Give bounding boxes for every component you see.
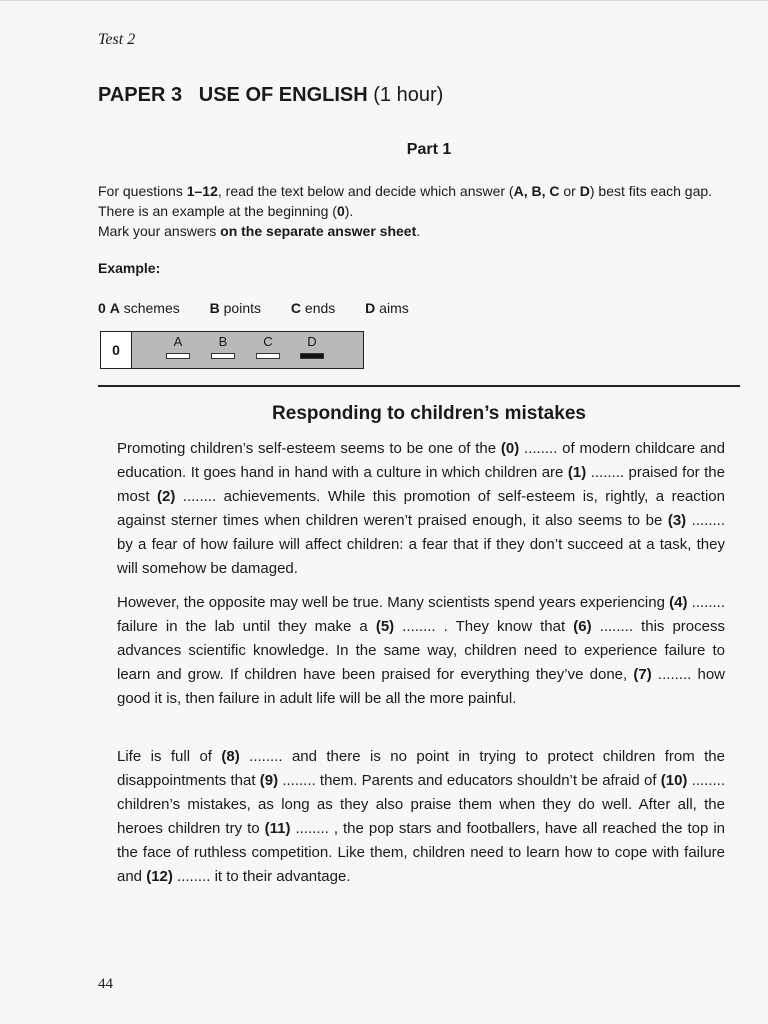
paragraph-text: ........ this process advances scientific knowledge. In the same way, children need to experience failure to learn and grow. If children have been praised for everything they’ve done, bbox=[117, 618, 725, 683]
paragraph-2 bbox=[117, 591, 725, 711]
gap-number: (12) bbox=[146, 868, 173, 885]
example-number: 0 bbox=[98, 300, 106, 316]
paragraph-text: ........ them. Parents and educators shouldn’t be afraid of bbox=[278, 772, 661, 789]
answer-cell-letter: C bbox=[263, 334, 273, 349]
option-text: aims bbox=[379, 300, 409, 316]
option-c bbox=[291, 300, 335, 316]
instr-range: 1–12 bbox=[186, 183, 218, 199]
gap-number: (2) bbox=[156, 488, 176, 505]
page-number: 44 bbox=[98, 976, 113, 992]
option-a bbox=[110, 300, 180, 316]
paragraph-text: ........ praised for the most bbox=[117, 464, 725, 505]
answer-cell-d bbox=[299, 335, 325, 359]
option-d bbox=[365, 300, 409, 316]
instructions-line-2 bbox=[98, 201, 758, 221]
paragraph-text: ........ children’s mistakes, as long as they also praise them when they do well. After all, the heroes children try to bbox=[117, 772, 726, 837]
paper-title-duration: (1 hour) bbox=[373, 84, 444, 106]
answer-cell-a bbox=[165, 335, 191, 359]
paragraph-text: ........ by a fear of how failure will affect children: a fear that if they don’t succeed at a task, they will somehow be damaged. bbox=[117, 512, 726, 577]
instructions bbox=[98, 181, 758, 241]
paragraph-text: ........ it to their advantage. bbox=[172, 868, 351, 885]
answer-cell-c bbox=[255, 335, 281, 359]
answer-mark-b bbox=[211, 353, 235, 359]
paragraph-3 bbox=[117, 745, 725, 889]
instr-text: ) best fits each gap. bbox=[589, 183, 713, 199]
option-b bbox=[210, 300, 261, 316]
example-options bbox=[98, 300, 435, 316]
gap-number: (11) bbox=[264, 820, 291, 837]
option-text: schemes bbox=[123, 300, 180, 316]
answer-mark-c bbox=[256, 353, 280, 359]
gap-number: (8) bbox=[221, 748, 240, 765]
paragraph-text: ........ of modern childcare and education. It goes hand in hand with a culture in which children are bbox=[117, 440, 725, 481]
gap-number: (4) bbox=[669, 594, 688, 611]
paragraph-text: ........ . They know that bbox=[394, 618, 574, 635]
paragraph-text: Promoting children’s self-esteem seems to be one of the bbox=[117, 440, 501, 457]
instr-options: A, B, C bbox=[513, 183, 560, 199]
gap-number: (6) bbox=[573, 618, 592, 635]
paper-title-bold: PAPER 3 USE OF ENGLISH bbox=[98, 84, 368, 106]
instr-answer-sheet: on the separate answer sheet bbox=[220, 223, 417, 239]
answer-grid-number: 0 bbox=[101, 332, 132, 368]
option-letter: C bbox=[290, 300, 302, 316]
instr-text: There is an example at the beginning ( bbox=[98, 203, 337, 219]
paragraph-text: Life is full of bbox=[117, 748, 222, 765]
instr-text: , read the text below and decide which answer ( bbox=[217, 183, 514, 199]
instructions-line-3 bbox=[98, 221, 758, 241]
instr-option-d: D bbox=[579, 183, 590, 199]
paragraph-1 bbox=[117, 437, 725, 581]
gap-number: (7) bbox=[633, 666, 652, 683]
instr-zero: 0 bbox=[336, 203, 345, 219]
gap-number: (0) bbox=[500, 440, 520, 457]
gap-number: (1) bbox=[567, 464, 587, 481]
part-title: Part 1 bbox=[406, 141, 452, 158]
top-rule bbox=[0, 0, 768, 1]
gap-number: (9) bbox=[259, 772, 279, 789]
answer-cell-letter: B bbox=[218, 334, 228, 349]
gap-number: (10) bbox=[660, 772, 688, 789]
option-letter: D bbox=[365, 300, 376, 316]
example-answer-grid bbox=[100, 331, 364, 369]
text-title: Responding to children’s mistakes bbox=[272, 403, 586, 424]
instr-text: . bbox=[416, 223, 421, 239]
answer-cell-b bbox=[210, 335, 236, 359]
answer-cell-letter: D bbox=[307, 334, 317, 349]
paragraph-text: However, the opposite may well be true. Many scientists spend years experiencing bbox=[117, 594, 670, 611]
gap-number: (3) bbox=[667, 512, 687, 529]
paragraph-text: ........ how good it is, then failure in adult life will be all the more painful. bbox=[117, 666, 725, 707]
answer-mark-a bbox=[166, 353, 190, 359]
instr-text: ). bbox=[344, 203, 354, 219]
paragraph-text: ........ achievements. While this promotion of self-esteem is, rightly, a reaction against sterner times when children weren’t praised enough, it also seems to be bbox=[117, 488, 725, 529]
option-letter: B bbox=[209, 300, 220, 316]
instr-text: Mark your answers bbox=[98, 223, 221, 239]
paper-title bbox=[98, 84, 443, 107]
answer-mark-d-selected bbox=[300, 353, 324, 359]
example-label: Example: bbox=[98, 260, 161, 276]
section-divider bbox=[98, 385, 740, 387]
option-text: points bbox=[223, 300, 261, 316]
gap-number: (5) bbox=[375, 618, 395, 635]
paragraph-text: ........ failure in the lab until they make a bbox=[117, 594, 725, 635]
test-label: Test 2 bbox=[98, 31, 136, 48]
paragraph-text: ........ and there is no point in trying to protect children from the disappointments that bbox=[117, 748, 725, 789]
instr-text: For questions bbox=[98, 183, 187, 199]
option-letter: A bbox=[109, 300, 120, 316]
paragraph-text: ........ , the pop stars and footballers, have all reached the top in the face of ruthless competition. Like them, children need to learn how to cope with failure and bbox=[117, 820, 725, 885]
answer-cell-letter: A bbox=[173, 334, 183, 349]
instructions-line-1 bbox=[98, 181, 758, 201]
instr-text: or bbox=[559, 183, 580, 199]
option-text: ends bbox=[304, 300, 336, 316]
